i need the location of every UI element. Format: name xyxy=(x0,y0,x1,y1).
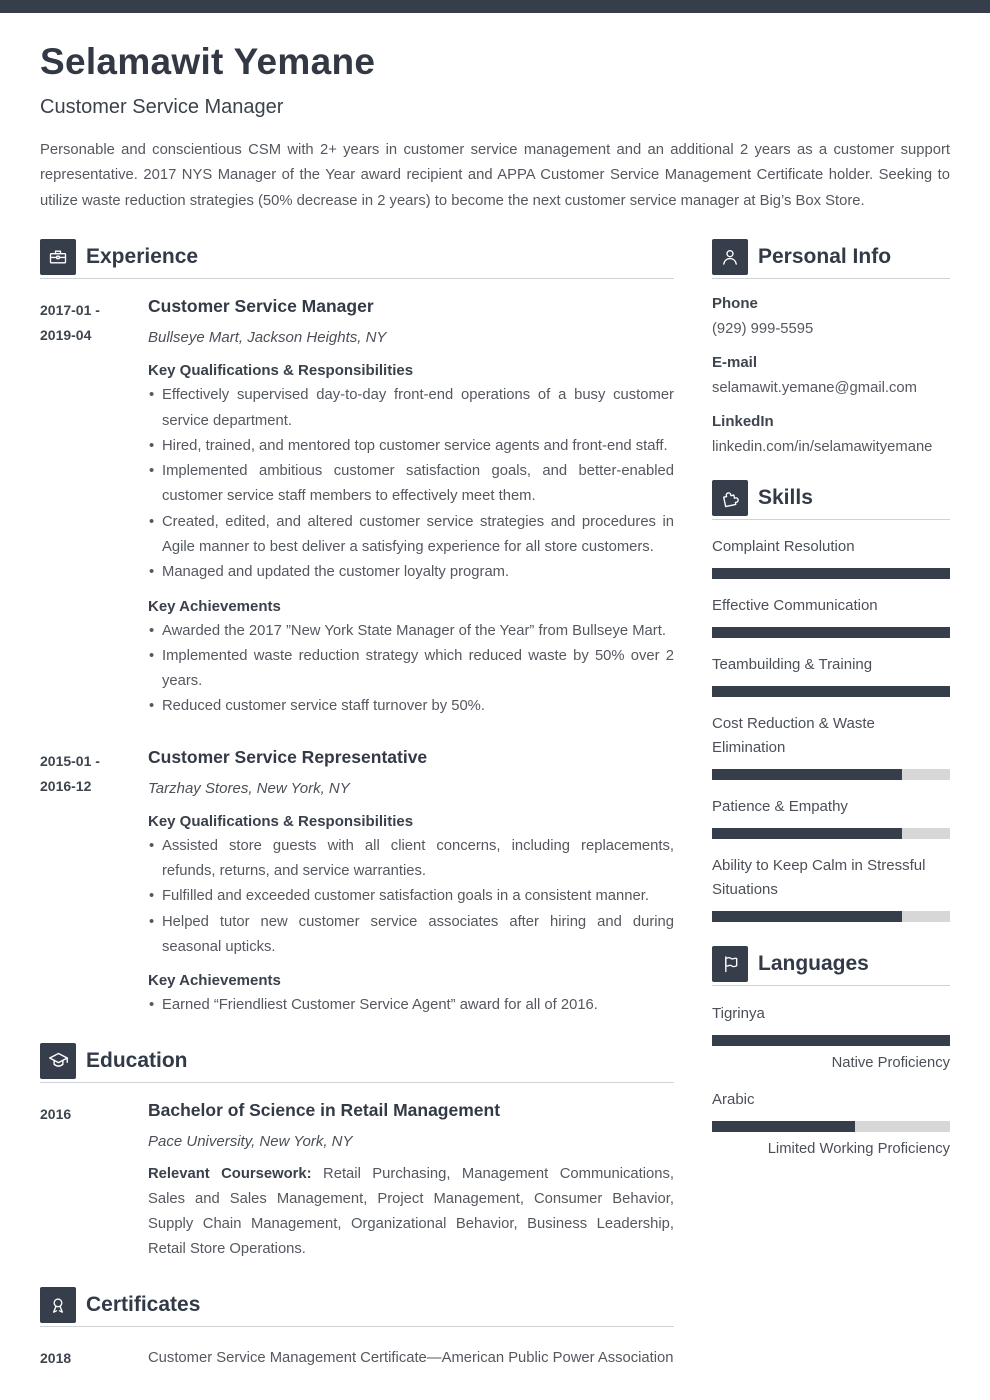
language-bar-fill xyxy=(712,1035,950,1046)
skill-name: Ability to Keep Calm in Stressful Situations xyxy=(712,857,926,899)
date: 2016 xyxy=(40,1105,72,1122)
entry-dates xyxy=(40,1343,148,1371)
language-item xyxy=(712,1088,950,1158)
language-item xyxy=(712,1002,950,1072)
skill-bar-fill xyxy=(712,911,902,922)
certificates-section xyxy=(40,1287,674,1371)
entry-company: Tarzhay Stores, New York, NY xyxy=(148,779,350,797)
bullet-item: • Implemented ambitious customer satisfaction goals, and better-enabled customer service staff members to effectively meet them. xyxy=(148,459,674,510)
language-bar-track xyxy=(712,1035,950,1046)
linkedin-label: LinkedIn xyxy=(712,413,774,431)
skill-name: Teambuilding & Training xyxy=(712,656,873,674)
professional-summary: Personable and conscientious CSM with 2+ years in customer service management and an additional 2 years as a customer support representative. 2017 NYS Manager of the Year award recipient and APPA Customer Service Management Certificate holder. Seeking to utilize waste reduction strategies (50% decrease in 2 years) to become the next customer service manager at Big’s Box Store. xyxy=(40,142,950,209)
qualifications-list xyxy=(148,834,674,960)
main-column xyxy=(40,239,674,1371)
candidate-name: Selamawit Yemane xyxy=(40,41,376,82)
skill-item xyxy=(712,795,950,839)
briefcase-icon xyxy=(40,239,76,275)
skill-bar-fill xyxy=(712,769,902,780)
section-divider xyxy=(40,1326,674,1327)
skills-heading: Skills xyxy=(758,486,813,510)
skill-bar-track xyxy=(712,911,950,922)
experience-entry xyxy=(40,295,674,720)
skill-bar-track xyxy=(712,568,950,579)
language-bar-fill xyxy=(712,1121,855,1132)
flag-icon xyxy=(712,946,748,982)
skill-bar-fill xyxy=(712,686,950,697)
skill-bar-track xyxy=(712,686,950,697)
bullet-item: • Assisted store guests with all client concerns, including replacements, refunds, returns, and service warranties. xyxy=(148,834,674,885)
skill-item xyxy=(712,854,950,922)
entry-dates xyxy=(40,746,148,1019)
candidate-job-title: Customer Service Manager xyxy=(40,96,284,118)
skills-section xyxy=(712,480,950,922)
certificate-entry xyxy=(40,1343,674,1371)
date-from: 2017-01 - xyxy=(40,302,100,319)
entry-job-title: Customer Service Representative xyxy=(148,746,428,767)
bullet-item: • Earned “Friendliest Customer Service Agent” award for all of 2016. xyxy=(148,993,674,1018)
entry-dates xyxy=(40,1099,148,1263)
language-name: Tigrinya xyxy=(712,1005,765,1023)
email-label: E-mail xyxy=(712,354,758,372)
graduation-cap-icon xyxy=(40,1043,76,1079)
linkedin-item xyxy=(712,413,950,456)
entry-body xyxy=(148,295,674,720)
section-divider xyxy=(712,519,950,520)
resume-page xyxy=(0,41,990,1371)
qualifications-heading: Key Qualifications & Responsibilities xyxy=(148,812,414,830)
linkedin-value: linkedin.com/in/selamawityemane xyxy=(712,439,933,456)
experience-entry xyxy=(40,746,674,1019)
certificates-section-header xyxy=(40,1287,674,1323)
experience-heading: Experience xyxy=(86,245,199,269)
skill-bar-track xyxy=(712,627,950,638)
personal-info-section-header xyxy=(712,239,950,275)
entry-company: Bullseye Mart, Jackson Heights, NY xyxy=(148,329,387,347)
skill-item xyxy=(712,535,950,579)
date-from: 2015-01 - xyxy=(40,752,100,769)
degree-title: Bachelor of Science in Retail Management xyxy=(148,1099,501,1120)
skill-bar-fill xyxy=(712,627,950,638)
bullet-item: • Implemented waste reduction strategy which reduced waste by 50% over 2 years. xyxy=(148,644,674,695)
languages-section-header xyxy=(712,946,950,982)
skill-name: Effective Communication xyxy=(712,597,878,615)
bullet-item: • Created, edited, and altered customer service strategies and procedures in Agile manner to best deliver a satisfying experience for all store customers. xyxy=(148,510,674,561)
date-to: 2019-04 xyxy=(40,327,92,344)
education-section-header xyxy=(40,1043,674,1079)
entry-body xyxy=(148,1099,674,1263)
bullet-item: • Managed and updated the customer loyalty program. xyxy=(148,560,674,585)
section-divider xyxy=(40,1082,674,1083)
certificate-text: Customer Service Management Certificate—American Public Power Association xyxy=(148,1349,674,1366)
email-item xyxy=(712,354,950,397)
section-divider xyxy=(40,278,674,279)
language-proficiency: Limited Working Proficiency xyxy=(767,1141,950,1158)
school-name: Pace University, New York, NY xyxy=(148,1132,353,1150)
date: 2018 xyxy=(40,1349,72,1366)
skill-bar-fill xyxy=(712,568,950,579)
skill-item xyxy=(712,653,950,697)
education-entry xyxy=(40,1099,674,1263)
award-ribbon-icon xyxy=(40,1287,76,1323)
achievements-list xyxy=(148,993,674,1018)
email-value: selamawit.yemane@gmail.com xyxy=(712,380,917,397)
puzzle-piece-icon xyxy=(712,480,748,516)
bullet-item: • Helped tutor new customer service associates after hiring and during seasonal upticks. xyxy=(148,910,674,961)
achievements-heading: Key Achievements xyxy=(148,972,281,990)
coursework-text: Retail Purchasing, Management Communications, Sales and Sales Management, Project Management, Consumer Behavior, Supply Chain Management, Organizational Behavior, Business Leadership, Retail Store Operations. xyxy=(148,1165,675,1258)
sidebar-column xyxy=(712,239,950,1371)
phone-value: (929) 999-5595 xyxy=(712,321,814,338)
education-heading: Education xyxy=(86,1048,188,1072)
skill-name: Complaint Resolution xyxy=(712,538,855,556)
skill-item xyxy=(712,712,950,780)
person-icon xyxy=(712,239,748,275)
language-bar-track xyxy=(712,1121,950,1132)
bullet-item: • Effectively supervised day-to-day front-end operations of a busy customer service department. xyxy=(148,383,674,434)
entry-job-title: Customer Service Manager xyxy=(148,296,374,317)
skills-section-header xyxy=(712,480,950,516)
bullet-item: • Reduced customer service staff turnover by 50%. xyxy=(148,694,674,719)
top-accent-bar xyxy=(0,0,990,13)
experience-section-header xyxy=(40,239,674,275)
coursework-label: Relevant Coursework: xyxy=(148,1165,312,1182)
skill-bar-track xyxy=(712,828,950,839)
languages-heading: Languages xyxy=(758,952,869,976)
languages-section xyxy=(712,946,950,1158)
bullet-item: • Fulfilled and exceeded customer satisfaction goals in a consistent manner. xyxy=(148,884,674,909)
personal-info-section xyxy=(712,239,950,456)
entry-body xyxy=(148,746,674,1019)
entry-dates xyxy=(40,295,148,720)
coursework-paragraph xyxy=(148,1162,674,1263)
phone-label: Phone xyxy=(712,295,758,313)
bullet-item: • Awarded the 2017 ”New York State Manager of the Year” from Bullseye Mart. xyxy=(148,619,674,644)
section-divider xyxy=(712,278,950,279)
personal-info-heading: Personal Info xyxy=(758,245,892,269)
qualifications-list xyxy=(148,383,674,585)
experience-section xyxy=(40,239,674,1018)
qualifications-heading: Key Qualifications & Responsibilities xyxy=(148,362,414,380)
language-name: Arabic xyxy=(712,1091,755,1109)
skill-name: Patience & Empathy xyxy=(712,798,848,816)
skill-bar-track xyxy=(712,769,950,780)
phone-item xyxy=(712,295,950,338)
achievements-list xyxy=(148,619,674,720)
certificates-heading: Certificates xyxy=(86,1292,201,1316)
language-proficiency: Native Proficiency xyxy=(831,1055,950,1072)
bullet-item: • Hired, trained, and mentored top customer service agents and front-end staff. xyxy=(148,434,674,459)
section-divider xyxy=(712,985,950,986)
date-to: 2016-12 xyxy=(40,777,92,794)
skill-item xyxy=(712,594,950,638)
skill-name: Cost Reduction & Waste Elimination xyxy=(712,715,875,757)
content-columns xyxy=(40,239,950,1371)
education-section xyxy=(40,1043,674,1263)
skill-bar-fill xyxy=(712,828,902,839)
achievements-heading: Key Achievements xyxy=(148,597,281,615)
